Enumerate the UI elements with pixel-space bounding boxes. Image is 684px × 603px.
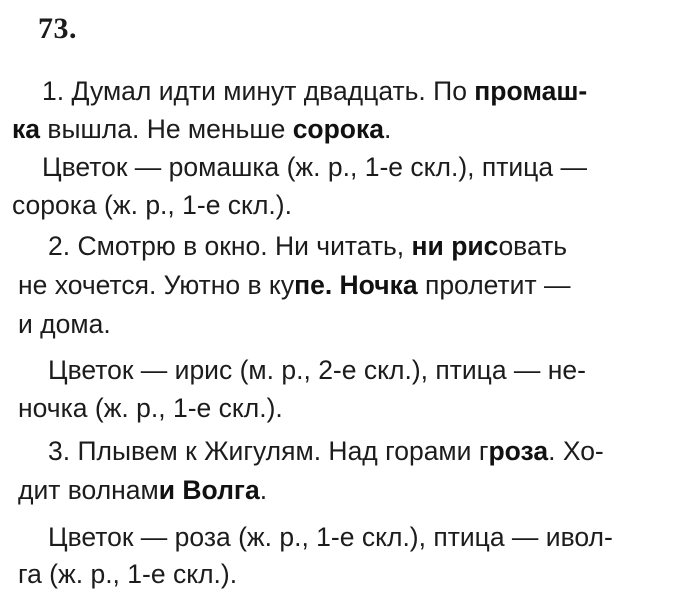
text-segment: ночка (ж. р., 1-е скл.).	[18, 393, 283, 423]
text-segment: сорока (ж. р., 1-е скл.).	[12, 190, 292, 220]
text-segment: Цветок — ромашка (ж. р., 1-е скл.), птица —	[42, 152, 587, 182]
text-segment: пролетит —	[417, 270, 571, 300]
text-segment-bold: ни рис	[411, 231, 499, 261]
text-line	[18, 559, 237, 589]
text-line	[48, 522, 613, 552]
text-segment: и дома.	[18, 309, 111, 339]
text-line	[48, 231, 567, 261]
text-line	[18, 475, 267, 505]
text-segment: вышла. Не меньше	[40, 114, 293, 144]
text-segment: дит волнам	[18, 475, 159, 505]
text-line	[18, 309, 111, 339]
text-line	[42, 152, 587, 182]
text-segment-bold: промаш-	[474, 76, 588, 106]
text-line	[18, 393, 283, 423]
text-line	[48, 436, 604, 466]
text-line	[18, 270, 570, 300]
text-segment: не хочется. Уютно в ку	[18, 270, 295, 300]
task-number: 73.	[38, 12, 77, 45]
text-segment: 2. Смотрю в окно. Ни читать,	[48, 231, 412, 261]
text-segment: .	[259, 475, 268, 505]
text-segment-bold: ка	[12, 114, 41, 144]
text-segment: 1. Думал идти минут двадцать. По	[42, 76, 475, 106]
text-segment-bold: роза	[488, 436, 549, 466]
text-segment: . Хо-	[548, 436, 604, 466]
text-segment: .	[384, 114, 392, 144]
text-segment: овать	[498, 231, 568, 261]
text-segment-bold: и Волга	[158, 475, 260, 505]
text-line	[12, 114, 391, 144]
text-segment: Цветок — ирис (м. р., 2-е скл.), птица — не-	[48, 355, 586, 385]
text-segment: Цветок — роза (ж. р., 1-е скл.), птица — ивол-	[48, 522, 613, 552]
text-segment-bold: сорока	[292, 114, 384, 144]
text-line	[12, 190, 292, 220]
text-line	[48, 355, 586, 385]
text-segment-bold: пе. Ночка	[294, 270, 418, 300]
text-segment: 3. Плывем к Жигулям. Над горами г	[48, 436, 489, 466]
text-line	[42, 76, 587, 106]
text-segment: га (ж. р., 1-е скл.).	[18, 559, 238, 589]
